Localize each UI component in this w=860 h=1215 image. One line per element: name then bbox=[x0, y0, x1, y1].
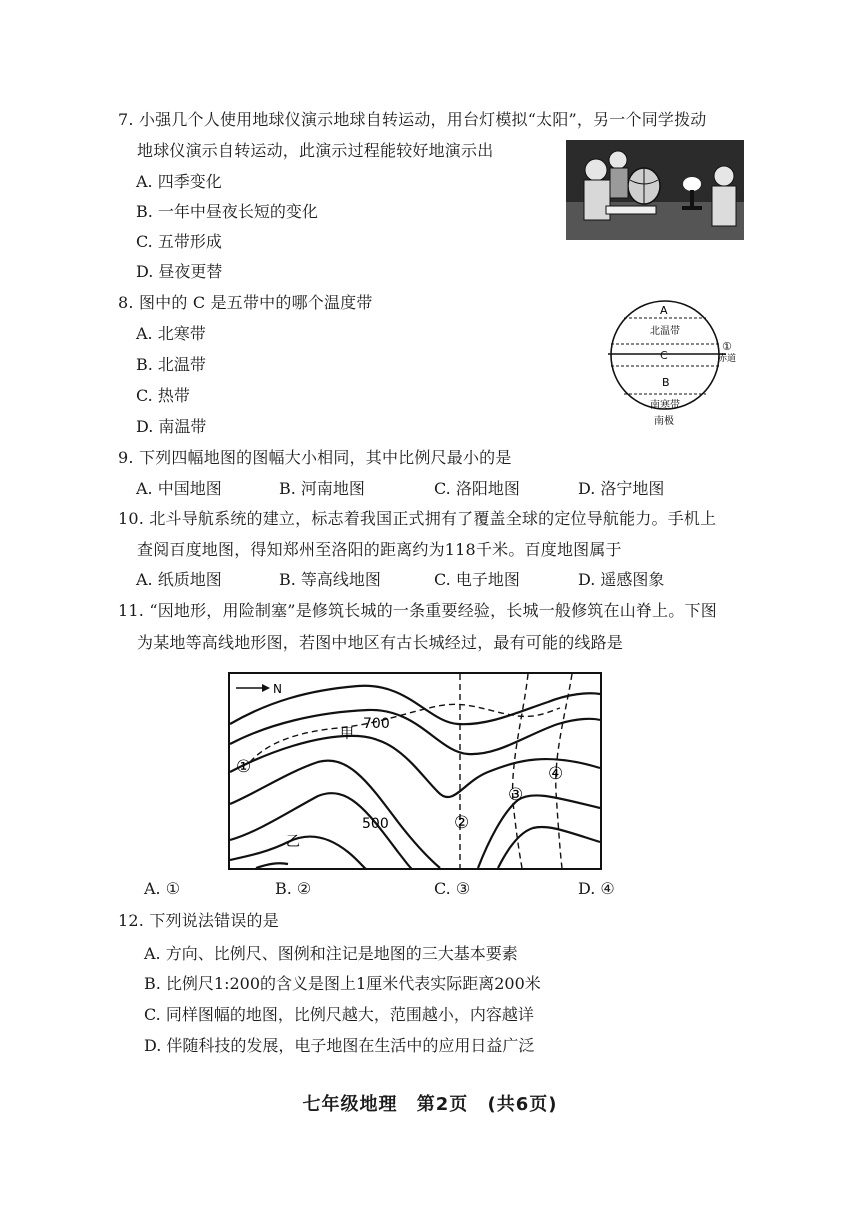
lamp-icon bbox=[683, 177, 701, 191]
q7-stem-line2: 地球仪演示自转运动，此演示过程能较好地演示出 bbox=[137, 141, 494, 160]
route-2-label: ② bbox=[454, 813, 470, 833]
q11-option-b: B. ② bbox=[275, 879, 312, 898]
q7-stem-line1: 7. 小强几个人使用地球仪演示地球自转运动，用台灯模拟“太阳”，另一个同学拨动 bbox=[118, 110, 707, 129]
q12-option-b: B. 比例尺1:200的含义是图上1厘米代表实际距离200米 bbox=[144, 974, 541, 993]
q12-stem: 12. 下列说法错误的是 bbox=[118, 911, 279, 930]
elevation-700-label: 700 bbox=[363, 716, 390, 732]
q7-option-d: D. 昼夜更替 bbox=[136, 262, 223, 281]
route-1-label: ① bbox=[236, 757, 252, 777]
q9-option-a: A. 中国地图 bbox=[136, 479, 222, 498]
route-3-label: ③ bbox=[508, 785, 524, 805]
contour-map bbox=[228, 672, 602, 870]
zone-label-c: C bbox=[660, 349, 668, 362]
q9-option-d: D. 洛宁地图 bbox=[578, 479, 665, 498]
zone-label-b: B bbox=[662, 376, 670, 389]
q7-option-a: A. 四季变化 bbox=[136, 172, 222, 191]
equator-label: 赤道 bbox=[718, 354, 737, 364]
q10-option-c: C. 电子地图 bbox=[434, 570, 520, 589]
q11-option-a: A. ① bbox=[144, 879, 181, 898]
q9-option-b: B. 河南地图 bbox=[279, 479, 365, 498]
q12-option-d: D. 伴随科技的发展，电子地图在生活中的应用日益广泛 bbox=[144, 1036, 535, 1055]
q7-globe-lamp-illustration bbox=[566, 140, 744, 240]
footer-page-number: 第2页 bbox=[416, 1094, 469, 1115]
zone-label-south-frigid: 南寒带 bbox=[650, 400, 680, 411]
zone-label-north-temperate: 北温带 bbox=[650, 326, 680, 337]
q12-option-c: C. 同样图幅的地图，比例尺越大，范围越小，内容越详 bbox=[144, 1005, 534, 1024]
point-jia-label: 甲 bbox=[340, 726, 354, 742]
page-footer bbox=[0, 1090, 860, 1116]
temperature-zones-diagram bbox=[600, 298, 750, 428]
q10-option-b: B. 等高线地图 bbox=[279, 570, 381, 589]
q10-stem-line2: 查阅百度地图，得知郑州至洛阳的距离约为118千米。百度地图属于 bbox=[137, 540, 622, 559]
q10-option-a: A. 纸质地图 bbox=[136, 570, 222, 589]
point-yi-label: 乙 bbox=[286, 834, 300, 850]
south-pole-label: 南极 bbox=[654, 416, 674, 427]
q10-option-d: D. 遥感图象 bbox=[578, 570, 665, 589]
q9-option-c: C. 洛阳地图 bbox=[434, 479, 520, 498]
q11-stem-line2: 为某地等高线地形图，若图中地区有古长城经过，最有可能的线路是 bbox=[137, 633, 624, 652]
route-4-label: ④ bbox=[548, 764, 564, 784]
north-label: N bbox=[273, 682, 282, 696]
q10-stem-line1: 10. 北斗导航系统的建立，标志着我国正式拥有了覆盖全球的定位导航能力。手机上 bbox=[118, 509, 717, 528]
q8-option-d: D. 南温带 bbox=[136, 417, 207, 436]
q7-option-b: B. 一年中昼夜长短的变化 bbox=[136, 202, 318, 221]
q11-stem-line1: 11. “因地形，用险制塞”是修筑长城的一条重要经验，长城一般修筑在山脊上。下图 bbox=[118, 601, 717, 620]
q8-option-b: B. 北温带 bbox=[136, 355, 206, 374]
elevation-500-label: 500 bbox=[362, 816, 389, 832]
q11-option-c: C. ③ bbox=[434, 879, 471, 898]
q7-option-c: C. 五带形成 bbox=[136, 232, 222, 251]
line-label-1: ① bbox=[722, 340, 732, 353]
q11-option-d: D. ④ bbox=[578, 879, 615, 898]
footer-subject: 七年级地理 bbox=[302, 1094, 398, 1115]
footer-total-pages: (共6页) bbox=[487, 1094, 558, 1115]
zone-label-a: A bbox=[660, 304, 668, 317]
q8-option-a: A. 北寒带 bbox=[136, 324, 206, 343]
q9-stem: 9. 下列四幅地图的图幅大小相同，其中比例尺最小的是 bbox=[118, 448, 512, 467]
q12-option-a: A. 方向、比例尺、图例和注记是地图的三大基本要素 bbox=[144, 944, 518, 963]
q8-stem: 8. 图中的 C 是五带中的哪个温度带 bbox=[118, 293, 373, 312]
q8-option-c: C. 热带 bbox=[136, 386, 190, 405]
